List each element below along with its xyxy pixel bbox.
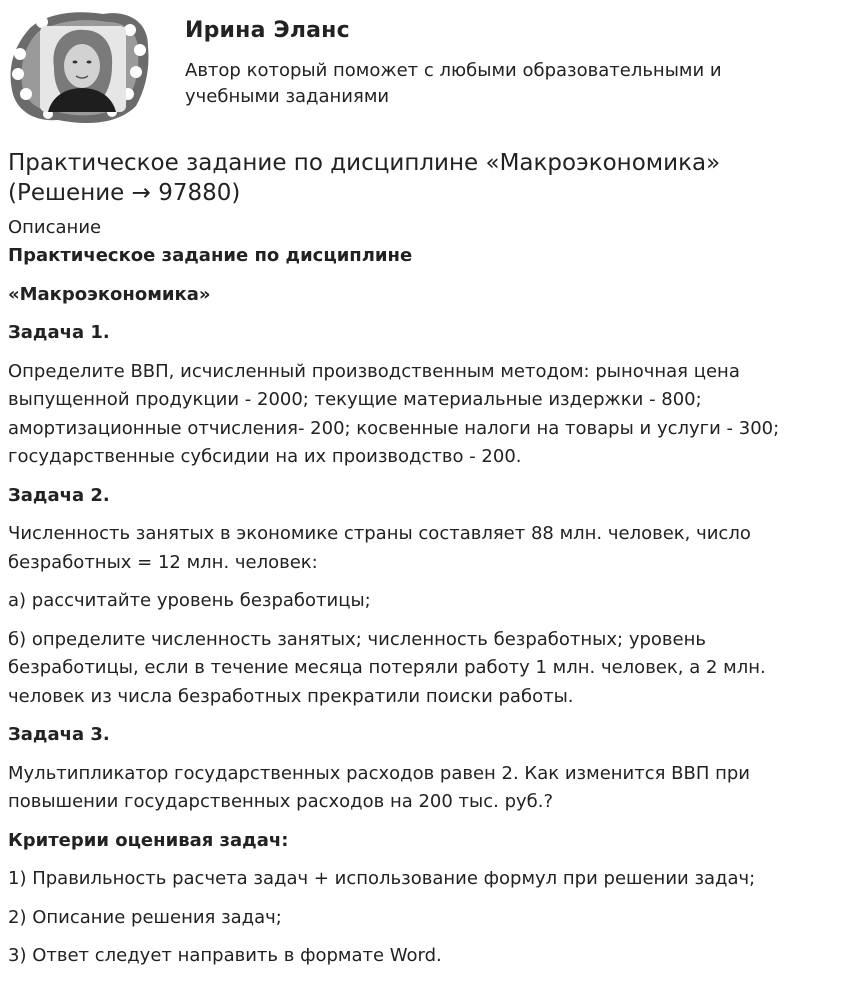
task-3-text: Мультипликатор государственных расходов равен 2. Как изменится ВВП при повышении государственных расходов на 200 тыс. руб.? xyxy=(8,762,751,812)
task-1-text: Определите ВВП, исчисленный производственным методом: рыночная цена выпущенной продукции - 2000; текущие материальные издержки - 800; амортизационные отчисления- 200; косвенные налоги на товары и услуги - 300; государственные субсидии на их производство - 200. xyxy=(8,360,780,467)
criteria-heading: Критерии оценивая задач: xyxy=(8,829,289,851)
paragraph-subject-line: Практическое задание по дисциплине xyxy=(8,245,413,266)
task-2-text: Численность занятых в экономике страны составляет 88 млн. человек, число безработных = 12 млн. человек: xyxy=(8,523,751,573)
criteria-item-1: 1) Правильность расчета задач + использование формул при решении задач; xyxy=(8,868,756,889)
criteria-item-2: 2) Описание решения задач; xyxy=(8,906,282,928)
task-2-item-a: а) рассчитайте уровень безработицы; xyxy=(8,590,371,611)
description-label: Описание xyxy=(8,217,102,238)
paragraph-discipline: «Макроэкономика» xyxy=(8,283,211,305)
criteria-item-3: 3) Ответ следует направить в формате Word. xyxy=(8,945,442,966)
author-name[interactable]: Ирина Эланс xyxy=(185,18,350,43)
document-content xyxy=(8,148,838,981)
author-description: Автор который поможет с любыми образовательными и учебными заданиями xyxy=(185,60,722,107)
task-1-heading: Задача 1. xyxy=(8,322,110,343)
author-photo-icon xyxy=(8,8,150,126)
task-2-heading: Задача 2. xyxy=(8,484,110,506)
task-2-item-b: б) определите численность занятых; численность безработных; уровень безработицы, если в течение месяца потеряли работу 1 млн. человек, а 2 млн. человек из числа безработных прекратили поиски работы. xyxy=(8,628,766,707)
task-3-heading: Задача 3. xyxy=(8,724,110,745)
avatar[interactable] xyxy=(8,8,150,126)
page-title: Практическое задание по дисциплине «Макроэкономика» (Решение → 97880) xyxy=(8,150,721,206)
author-header xyxy=(8,8,838,128)
